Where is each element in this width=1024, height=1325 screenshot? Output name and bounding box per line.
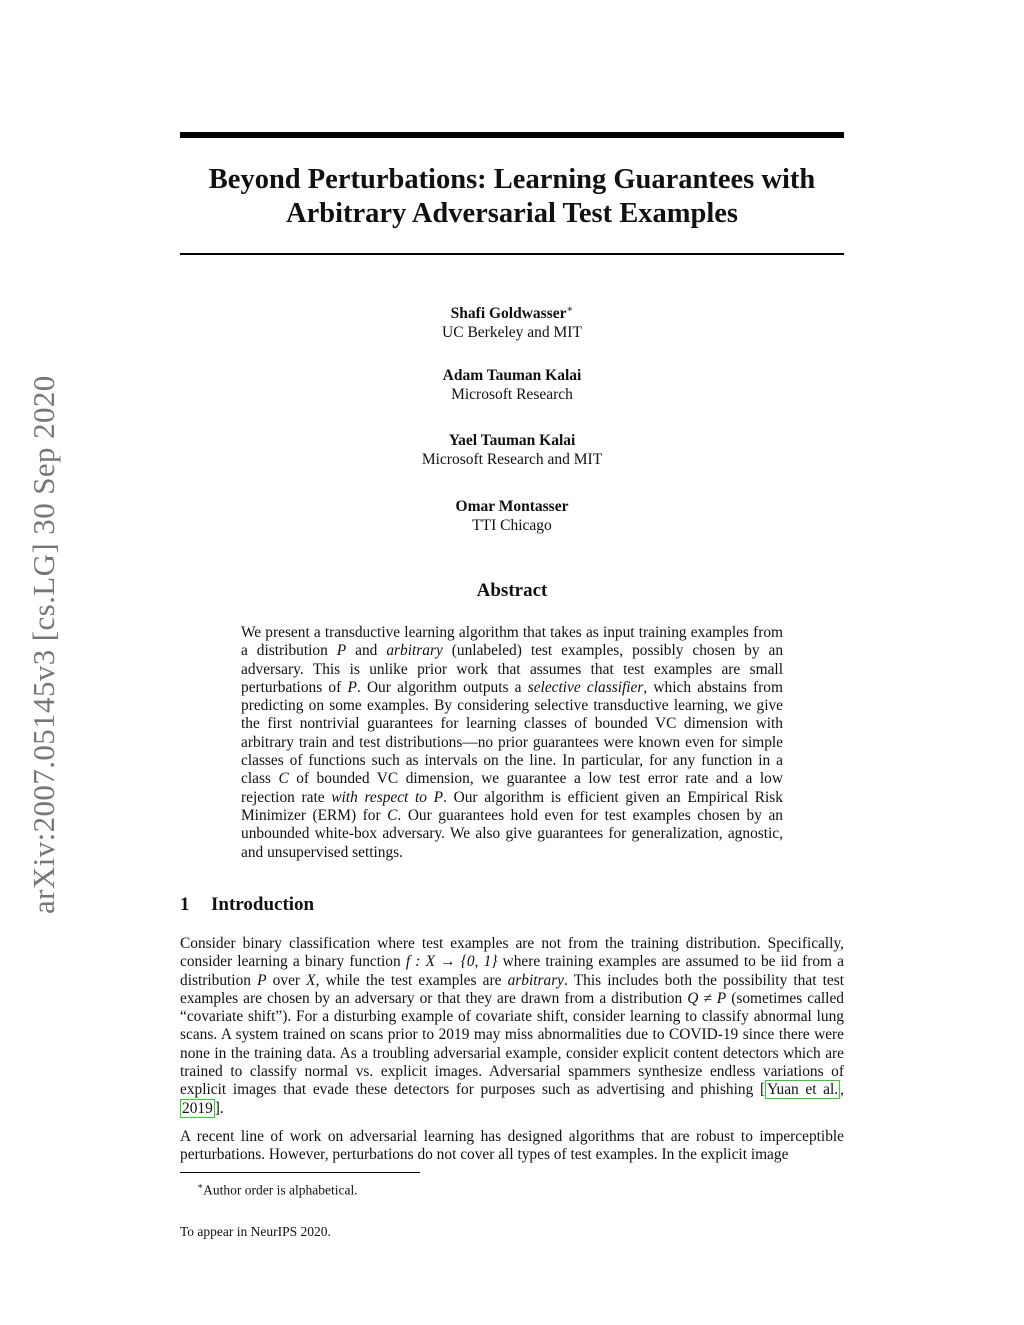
author-block — [180, 300, 844, 342]
abstract-text: . Our algorithm is efficient given an Empirical Risk Minimizer (ERM) for — [241, 788, 783, 824]
intro-paragraph — [180, 935, 844, 1118]
math-expression: f : X → {0, 1} — [405, 953, 498, 971]
math-symbol: X — [306, 971, 316, 989]
math-symbol: P — [347, 678, 357, 696]
section-heading-introduction — [180, 894, 844, 916]
abstract-text: . Our guarantees hold even for test examples chosen by an unbounded white-box adversary. We also give guarantees for generalization, agnostic, and unsupervised settings. — [241, 806, 783, 861]
abstract-heading: Abstract — [476, 580, 548, 601]
title-bottom-rule — [180, 253, 844, 255]
footnote-mark: ∗ — [197, 1181, 204, 1191]
section-title: Introduction — [211, 894, 315, 915]
author-block — [180, 366, 844, 404]
body-text: . This includes both the possibility that test examples are chosen by an adversary or that they are drawn from a distribution — [180, 971, 844, 1007]
abstract-text: of bounded VC dimension, we guarantee a low test error rate and a low rejection rate — [241, 770, 783, 806]
author-name: Yael Tauman Kalai — [448, 432, 576, 449]
math-symbol: P — [433, 788, 444, 806]
author-name: Adam Tauman Kalai — [442, 367, 582, 384]
footnote-text: Author order is alphabetical. — [203, 1182, 358, 1198]
math-symbol: P — [336, 642, 347, 660]
abstract-text: and — [346, 642, 387, 660]
author-name: Shafi Goldwasser — [450, 305, 567, 323]
author-name: Omar Montasser — [455, 498, 569, 515]
paper-title — [180, 163, 844, 231]
body-text: over — [266, 971, 307, 989]
emphasis: selective classifier — [527, 678, 644, 696]
abstract-text: , which abstains from predicting on some examples. By considering selective transductive learning, we give the first nontrivial guarantees for learning classes of bounded VC dimension with arbitrary train and test distributions—no prior guarantees were known even for simple classes of functions such as intervals on the line. In particular, for any function in a class — [241, 678, 783, 788]
abstract-text: (unlabeled) test examples, possibly chosen by an adversary. This is unlike prior work that assumes that test examples are small perturbations of — [241, 642, 784, 696]
math-symbol: P — [257, 971, 267, 989]
footnote — [180, 1178, 580, 1199]
abstract-text: . Our algorithm outputs a — [356, 678, 528, 696]
citation-link-author[interactable]: Yuan et al. — [767, 1081, 839, 1099]
emphasis: with respect to — [331, 788, 427, 806]
citation-link-year[interactable]: 2019 — [182, 1099, 213, 1117]
author-footnote-mark: ∗ — [566, 304, 574, 315]
author-affiliation: TTI Chicago — [472, 517, 552, 534]
section-number: 1 — [180, 894, 190, 915]
title-line-2: Arbitrary Adversarial Test Examples — [285, 198, 739, 229]
author-block — [180, 497, 844, 535]
body-text: , while the test examples are — [315, 971, 508, 989]
abstract-body — [241, 624, 783, 862]
intro-paragraph: A recent line of work on adversarial learning has designed algorithms that are robust to imperceptible perturbations. However, perturbations do not cover all types of test examples. In the explicit image — [180, 1128, 844, 1164]
body-text: (sometimes called “covariate shift”). For a disturbing example of covariate shift, consider learning to classify abnormal lung scans. A system trained on scans prior to 2019 may miss abnormalities due to COVID-19 since there were none in the training data. As a troubling adversarial example, consider explicit content detectors which are trained to classify normal vs. explicit images. Adversarial spammers synthesize endless variations of explicit images that evade these detectors for purposes such as advertising and phishing [ — [180, 989, 844, 1099]
author-block — [180, 431, 844, 469]
title-line-1: Beyond Perturbations: Learning Guarantees with — [208, 164, 816, 195]
venue-note: To appear in NeurIPS 2020. — [180, 1224, 331, 1239]
author-affiliation: Microsoft Research and MIT — [421, 451, 603, 468]
body-text: , — [840, 1081, 844, 1099]
math-symbol: C — [387, 806, 398, 824]
emphasis: arbitrary — [386, 642, 443, 660]
body-text: where training examples are assumed to be iid from a distribution — [180, 953, 844, 989]
author-affiliation: UC Berkeley and MIT — [442, 324, 582, 342]
body-text: ]. — [214, 1099, 224, 1117]
math-expression: Q ≠ P — [687, 989, 727, 1007]
arxiv-identifier: arXiv:2007.05145v3 [cs.LG] 30 Sep 2020 — [26, 375, 61, 915]
math-symbol: C — [278, 770, 289, 788]
emphasis: arbitrary — [507, 971, 565, 989]
footnote-rule — [180, 1172, 420, 1173]
body-text: Consider binary classification where test examples are not from the training distribution. Specifically, consider learning a binary function — [180, 935, 844, 971]
author-affiliation: Microsoft Research — [451, 386, 573, 403]
title-top-rule — [180, 132, 844, 138]
abstract-text: We present a transductive learning algorithm that takes as input training examples from a distribution — [241, 624, 783, 660]
